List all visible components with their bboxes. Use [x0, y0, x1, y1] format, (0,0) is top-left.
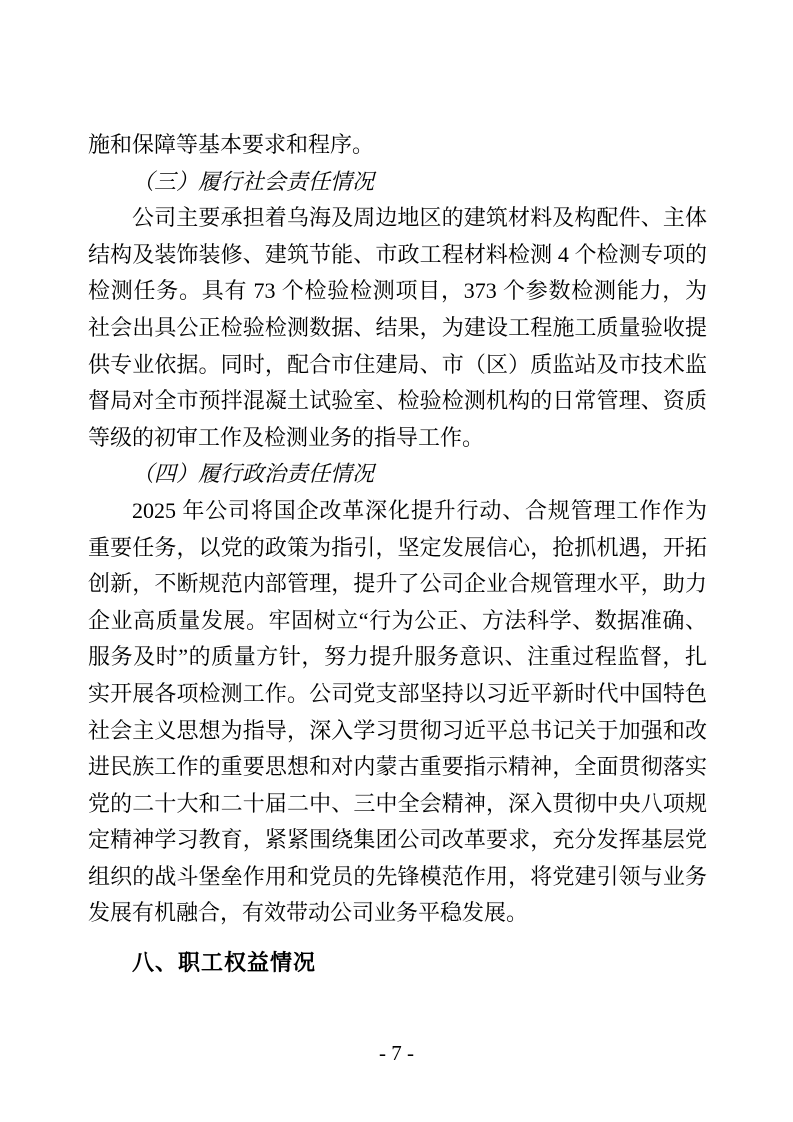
page-body — [88, 127, 707, 982]
heading-employee-rights: 八、职工权益情况 — [132, 950, 317, 976]
heading-social-responsibility: （三）履行社会责任情况 — [132, 168, 375, 194]
page-footer — [0, 1040, 793, 1066]
heading-political-responsibility: （四）履行政治责任情况 — [132, 461, 375, 487]
paragraph-social-responsibility: 公司主要承担着乌海及周边地区的建筑材料及构配件、主体结构及装饰装修、建筑节能、市政工程材料检测 4 个检测专项的检测任务。具有 73 个检验检测项目，373 个参数检测能力，为社会出具公正检验检测数据、结果，为建设工程施工质量验收提供专业依据。同时，配合市住建局、市（区）质监站及市技术监督局对全市预拌混凝土试验室、检验检测机构的日常管理、资质等级的初审工作及检测业务的指导工作。 — [88, 205, 707, 450]
page-number: - 7 - — [379, 1041, 414, 1065]
paragraph-continuation: 施和保障等基本要求和程序。 — [88, 132, 375, 157]
paragraph-political-responsibility: 2025 年公司将国企改革深化提升行动、合规管理工作作为重要任务，以党的政策为指引，坚定发展信心，抢抓机遇，开拓创新，不断规范内部管理，提升了公司企业合规管理水平，助力企业高质量发展。牢固树立“行为公正、方法科学、数据准确、服务及时”的质量方针，努力提升服务意识、注重过程监督，扎实开展各项检测工作。公司党支部坚持以习近平新时代中国特色社会主义思想为指导，深入学习贯彻习近平总书记关于加强和改进民族工作的重要思想和对内蒙古重要指示精神，全面贯彻落实党的二十大和二十届二中、三中全会精神，深入贯彻中央八项规定精神学习教育，紧紧围绕集团公司改革要求，充分发挥基层党组织的战斗堡垒作用和党员的先锋模范作用，将党建引领与业务发展有机融合，有效带动公司业务平稳发展。 — [88, 497, 707, 926]
